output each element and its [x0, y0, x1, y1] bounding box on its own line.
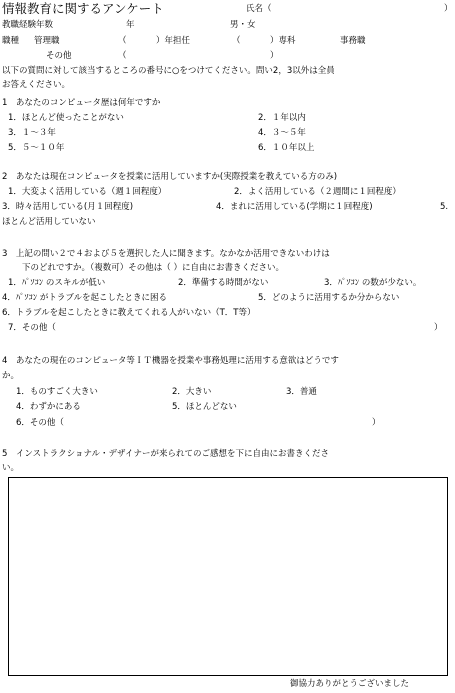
position-office[interactable]: 事務職: [340, 36, 366, 46]
q1-option[interactable]: 6．１０年以上: [258, 143, 315, 153]
q1-option[interactable]: 2．１年以内: [258, 113, 306, 123]
position-other[interactable]: その他: [46, 51, 72, 61]
q1-option[interactable]: 4．３〜５年: [258, 128, 306, 138]
q4-question-line-2: か。: [2, 371, 20, 381]
q3-other-close: ）: [434, 323, 443, 333]
name-close: ）: [444, 4, 453, 14]
q2-option[interactable]: 1．大変よく活用している（週１回程度）: [8, 187, 167, 197]
q4-option[interactable]: 4．わずかにある: [16, 402, 81, 412]
q3-option[interactable]: 4．ﾊﾟｿｺﾝ がトラブルを起こしたときに困る: [2, 293, 168, 303]
q5-question-line-1: 5 インストラクショナル・デザイナーが来られてのご感想を下に自由にお書きくださ: [2, 449, 329, 459]
q3-option[interactable]: 1．ﾊﾟｿｺﾝ のスキルが低い: [8, 278, 106, 288]
q4-option[interactable]: 3．普通: [286, 387, 317, 397]
gender-option[interactable]: 男・女: [230, 20, 256, 30]
q3-option[interactable]: 3．ﾊﾟｿｺﾝ の数が少ない。: [324, 278, 422, 288]
q4-other-close: ）: [372, 418, 381, 428]
position-label: 職種: [2, 36, 20, 46]
intro-line-1: 以下の質問に対して該当するところの番号に○をつけてください。問い2，3以外は全員: [2, 66, 335, 76]
q4-option[interactable]: 5．ほとんどない: [172, 402, 237, 412]
subject-open: （: [232, 36, 241, 46]
q4-question-line-1: 4 あなたの現在のコンピュータ等ＩＴ機器を授業や事務処理に活用する意欲はどうです: [2, 356, 339, 366]
q1-question: 1 あなたのコンピュータ歴は何年ですか: [2, 98, 161, 108]
intro-line-2: お答えください。: [2, 80, 71, 90]
q3-question-line-2: 下のどれですか。（複数可）その他は（ ）に自由にお書きください。: [22, 263, 284, 273]
q2-option-number[interactable]: 5.: [440, 202, 449, 212]
q5-question-line-2: い。: [2, 463, 20, 473]
years-label: 教職経験年数: [2, 20, 54, 30]
q3-option[interactable]: 6．トラブルを起こしたときに教えてくれる人がいない（T．T等）: [2, 308, 256, 318]
q2-option[interactable]: 4．まれに活用している(学期に１回程度): [216, 202, 373, 212]
q2-option[interactable]: ほとんど活用していない: [2, 217, 96, 227]
homeroom-open: （: [118, 36, 127, 46]
years-unit: 年: [126, 20, 135, 30]
other-open: （: [118, 51, 127, 61]
q4-option[interactable]: 1．ものすごく大きい: [16, 387, 98, 397]
q2-option[interactable]: 3．時々活用している(月１回程度): [2, 202, 134, 212]
q1-option[interactable]: 5．５〜１０年: [8, 143, 65, 153]
q4-option[interactable]: 2．大きい: [172, 387, 212, 397]
comment-textbox[interactable]: [8, 477, 448, 676]
page-title: 情報教育に関するアンケート: [2, 1, 164, 16]
q1-option[interactable]: 3．１〜３年: [8, 128, 56, 138]
q2-question: 2 あなたは現在コンピュータを授業に活用していますか(実際授業を教えている方のみ): [2, 172, 338, 182]
q3-option[interactable]: 2．準備する時間がない: [178, 278, 269, 288]
thanks-text: 御協力ありがとうございました: [290, 679, 410, 689]
q3-question-line-1: 3 上記の問い２で４および５を選択した人に聞きます。なかなか活用できないわけは: [2, 249, 330, 259]
q4-option-other[interactable]: 6．その他（: [16, 418, 64, 428]
q3-option[interactable]: 5．どのように活用するか分からない: [258, 293, 400, 303]
position-admin[interactable]: 管理職: [34, 36, 60, 46]
position-homeroom[interactable]: ）年担任: [156, 36, 191, 46]
q2-option[interactable]: 2．よく活用している（２週間に１回程度）: [234, 187, 401, 197]
q1-option[interactable]: 1．ほとんど使ったことがない: [8, 113, 124, 123]
name-label: 氏名（: [246, 4, 272, 14]
q3-option-other[interactable]: 7．その他（: [8, 323, 56, 333]
other-close: ）: [270, 51, 279, 61]
position-subject[interactable]: ）専科: [270, 36, 296, 46]
